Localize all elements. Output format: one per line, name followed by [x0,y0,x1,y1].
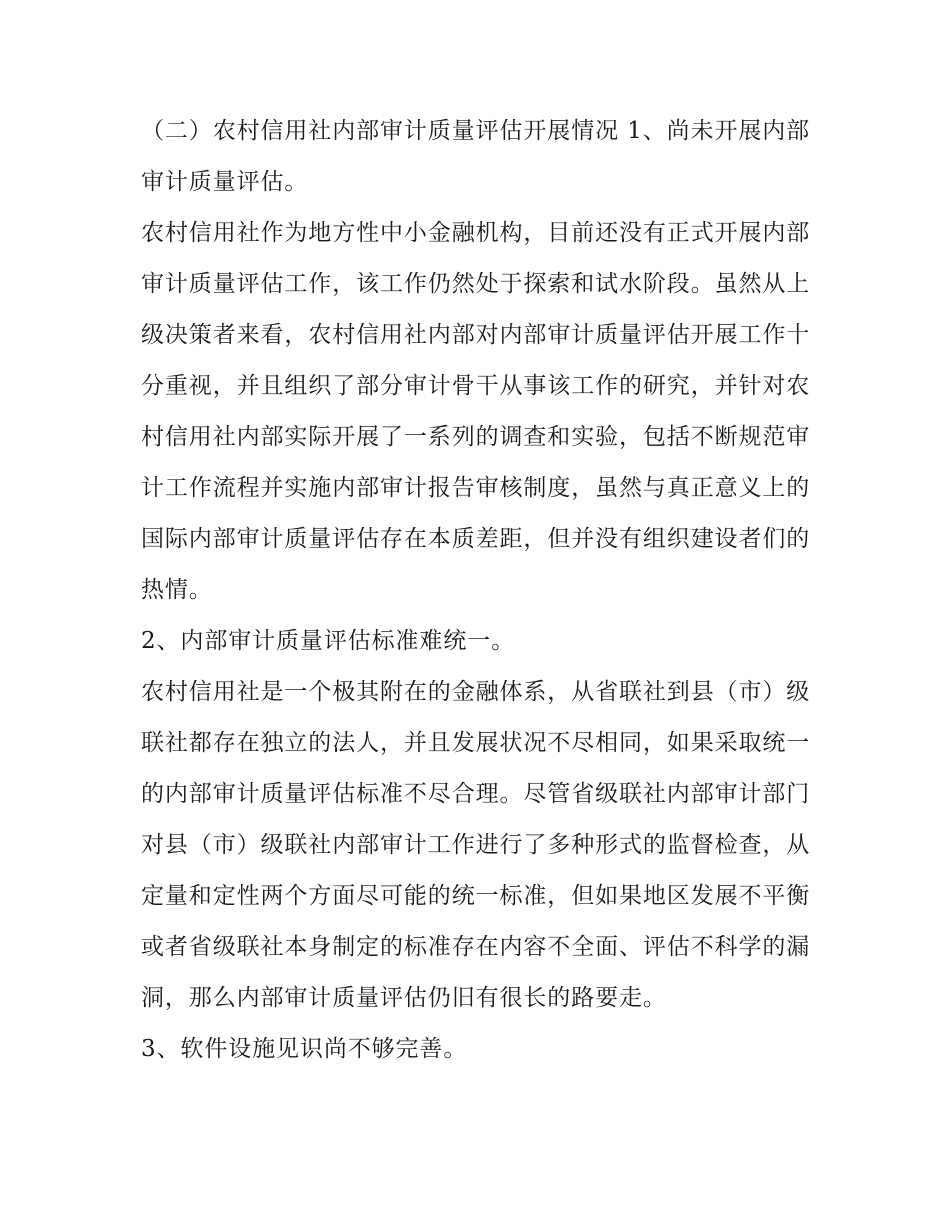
document-body [141,106,813,1075]
body-paragraph: 农村信用社是一个极其附在的金融体系，从省联社到县（市）级联社都存在独立的法人，并且发展状况不尽相同，如果采取统一的内部审计质量评估标准不尽合理。尽管省级联社内部审计部门对县（市）级联社内部审计工作进行了多种形式的监督检查，从定量和定性两个方面尽可能的统一标准，但如果地区发展不平衡或者省级联社本身制定的标准存在内容不全面、评估不科学的漏洞，那么内部审计质量评估仍旧有很长的路要走。 [141,679,811,1011]
body-paragraph: 农村信用社作为地方性中小金融机构，目前还没有正式开展内部审计质量评估工作，该工作仍然处于探索和试水阶段。虽然从上级决策者来看，农村信用社内部对内部审计质量评估开展工作十分重视，并且组织了部分审计骨干从事该工作的研究，并针对农村信用社内部实际开展了一系列的调查和实验，包括不断规范审计工作流程并实施内部审计报告审核制度，虽然与真正意义上的国际内部审计质量评估存在本质差距，但并没有组织建设者们的热情。 [141,220,811,603]
item-heading: 2、内部审计质量评估标准难统一。 [141,628,516,654]
section-heading: （二）农村信用社内部审计质量评估开展情况 1、尚未开展内部审计质量评估。 [141,118,811,195]
item-heading: 3、软件设施见识尚不够完善。 [141,1036,468,1062]
